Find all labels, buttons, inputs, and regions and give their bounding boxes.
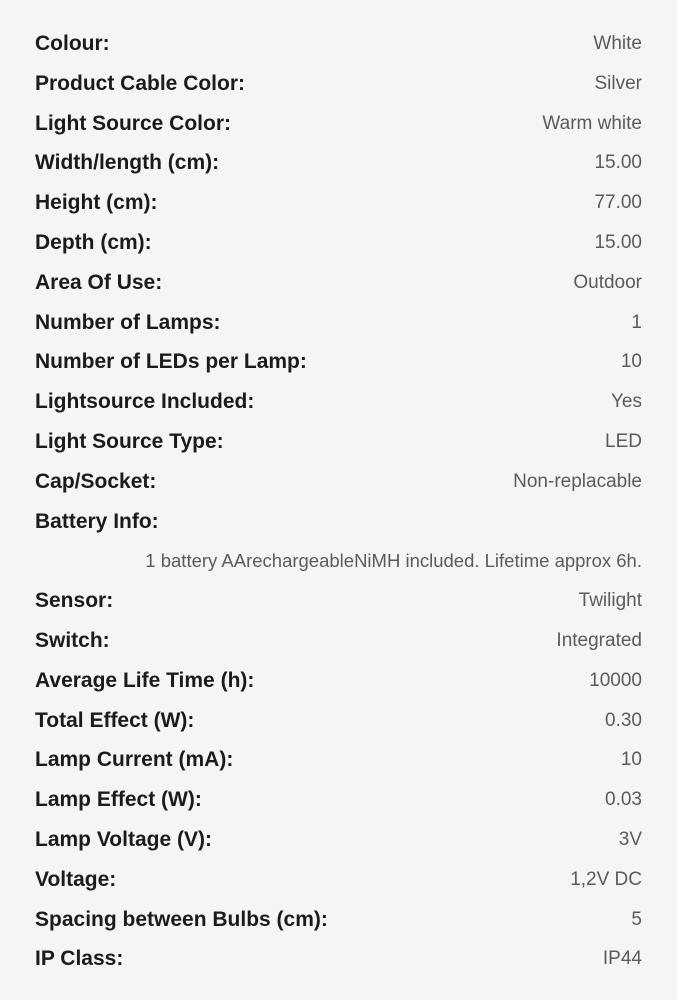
spec-value: Integrated bbox=[556, 629, 642, 651]
spec-value: White bbox=[593, 33, 642, 54]
spec-label: Lamp Current (mA): bbox=[35, 748, 234, 772]
spec-row-cap-socket bbox=[35, 462, 642, 502]
spec-label: Product Cable Color: bbox=[35, 71, 246, 95]
spec-row-ip-class bbox=[35, 939, 642, 979]
spec-row-colour bbox=[35, 24, 642, 64]
spec-row-number-of-lamps bbox=[35, 303, 642, 343]
battery-info-note: 1 battery AArechargeableNiMH included. Lifetime approx 6h. bbox=[145, 550, 642, 572]
spec-value: LED bbox=[605, 430, 642, 452]
spec-row-lamp-current bbox=[35, 740, 642, 780]
spec-value: 10 bbox=[620, 351, 642, 373]
spec-value: 0.03 bbox=[605, 789, 642, 811]
spec-value: 1 bbox=[631, 311, 642, 333]
spec-value: Warm white bbox=[542, 112, 642, 134]
spec-value: 77.00 bbox=[594, 192, 642, 214]
spec-label: Light Source Color: bbox=[35, 111, 231, 135]
spec-value: Silver bbox=[594, 72, 642, 94]
spec-label: Sensor: bbox=[35, 589, 114, 613]
spec-label: Light Source Type: bbox=[35, 429, 224, 453]
spec-label: Number of LEDs per Lamp: bbox=[35, 350, 307, 374]
spec-row-sensor bbox=[35, 581, 642, 621]
spec-row-light-source-type bbox=[35, 422, 642, 462]
spec-row-area-of-use bbox=[35, 263, 642, 303]
spec-value: IP44 bbox=[602, 948, 642, 970]
spec-value: Twilight bbox=[578, 590, 642, 612]
spec-row-average-life-time bbox=[35, 661, 642, 701]
spec-row-leds-per-lamp bbox=[35, 342, 642, 382]
spec-row-lightsource-included bbox=[35, 382, 642, 422]
spec-label: Area Of Use: bbox=[35, 270, 163, 294]
spec-label: Total Effect (W): bbox=[35, 708, 195, 732]
spec-label: Number of Lamps: bbox=[35, 310, 221, 334]
spec-list bbox=[35, 24, 642, 979]
spec-row-battery-info bbox=[35, 502, 642, 542]
spec-label: Depth (cm): bbox=[35, 230, 152, 254]
spec-row-total-effect bbox=[35, 701, 642, 741]
spec-value: 0.30 bbox=[605, 709, 642, 731]
spec-label: Spacing between Bulbs (cm): bbox=[35, 907, 328, 931]
spec-row-product-cable-color bbox=[35, 64, 642, 104]
spec-label: Battery Info: bbox=[35, 509, 159, 533]
spec-row-spacing-between-bulbs bbox=[35, 900, 642, 940]
spec-label: Width/length (cm): bbox=[35, 151, 220, 175]
spec-row-depth bbox=[35, 223, 642, 263]
spec-value: 15.00 bbox=[594, 152, 642, 174]
spec-value: 1,2V DC bbox=[570, 868, 642, 890]
spec-value: Outdoor bbox=[573, 271, 642, 293]
spec-value: Non-replacable bbox=[513, 470, 642, 492]
spec-value: 10 bbox=[620, 749, 642, 771]
spec-label: Colour: bbox=[35, 32, 110, 55]
spec-row-lamp-effect bbox=[35, 780, 642, 820]
spec-value: 15.00 bbox=[594, 231, 642, 253]
spec-row-width-length bbox=[35, 143, 642, 183]
spec-label: Height (cm): bbox=[35, 191, 158, 215]
spec-label: Voltage: bbox=[35, 867, 117, 891]
spec-label: Lamp Effect (W): bbox=[35, 788, 202, 812]
spec-row-switch bbox=[35, 621, 642, 661]
spec-label: Cap/Socket: bbox=[35, 469, 157, 493]
spec-row-lamp-voltage bbox=[35, 820, 642, 860]
spec-row-voltage bbox=[35, 860, 642, 900]
spec-label: IP Class: bbox=[35, 947, 124, 971]
spec-label: Lamp Voltage (V): bbox=[35, 827, 212, 851]
spec-label: Switch: bbox=[35, 628, 110, 652]
spec-value: 10000 bbox=[589, 669, 642, 691]
spec-row-height bbox=[35, 183, 642, 223]
spec-label: Lightsource Included: bbox=[35, 390, 255, 414]
spec-value: 3V bbox=[618, 828, 642, 850]
spec-value: Yes bbox=[611, 391, 642, 413]
spec-label: Average Life Time (h): bbox=[35, 668, 255, 692]
spec-value: 5 bbox=[631, 908, 642, 930]
spec-row-light-source-color bbox=[35, 104, 642, 144]
